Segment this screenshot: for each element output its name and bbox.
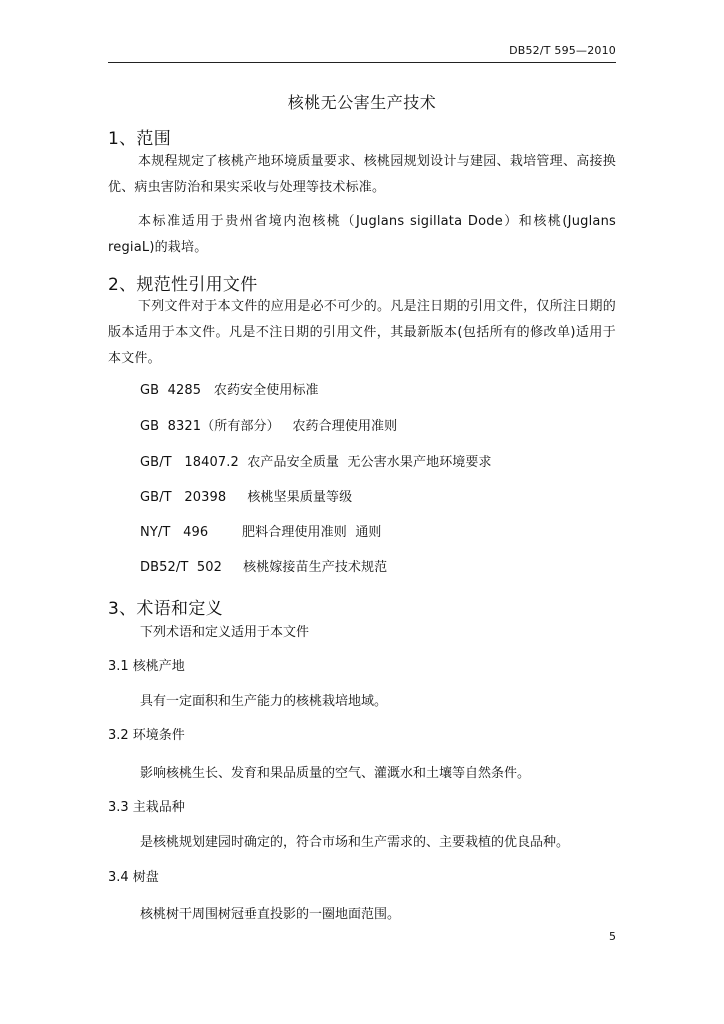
- page-number: 5: [609, 930, 616, 943]
- reference-item: DB52/T 502 核桃嫁接苗生产技术规范: [140, 560, 388, 575]
- section-3-intro: 下列术语和定义适用于本文件: [140, 625, 310, 640]
- section-2-heading: 2、规范性引用文件: [108, 275, 258, 295]
- term-definition: 核桃树干周围树冠垂直投影的一圈地面范围。: [140, 907, 401, 922]
- standard-code: DB52/T 595—2010: [509, 44, 616, 57]
- term-number-title: 3.2 环境条件: [108, 728, 185, 743]
- header-rule: [108, 62, 616, 63]
- reference-item: GB/T 20398 核桃坚果质量等级: [140, 490, 353, 505]
- section-1-paragraph-1: 本规程规定了核桃产地环境质量要求、核桃园规划设计与建园、栽培管理、高接换优、病虫害防治和果实采收与处理等技术标准。: [108, 154, 616, 195]
- term-definition: 影响核桃生长、发育和果品质量的空气、灌溉水和土壤等自然条件。: [140, 766, 531, 781]
- document-title: 核桃无公害生产技术: [287, 93, 437, 112]
- reference-item: GB 4285 农药安全使用标准: [140, 383, 319, 398]
- section-1-heading: 1、范围: [108, 129, 172, 149]
- section-2-paragraph: 下列文件对于本文件的应用是必不可少的。凡是注日期的引用文件，仅所注日期的版本适用于本文件。凡是不注日期的引用文件，其最新版本(包括所有的修改单)适用于本文件。: [108, 299, 616, 366]
- term-number-title: 3.3 主栽品种: [108, 800, 185, 815]
- reference-item: NY/T 496 肥料合理使用准则 通则: [140, 525, 382, 540]
- section-3-heading: 3、术语和定义: [108, 599, 223, 619]
- reference-item: GB 8321（所有部分） 农药合理使用准则: [140, 419, 398, 434]
- reference-item: GB/T 18407.2 农产品安全质量 无公害水果产地环境要求: [140, 455, 492, 470]
- section-1-paragraph-2: 本标准适用于贵州省境内泡核桃（Juglans sigillata Dode）和核桃(Juglans regiaL)的栽培。: [108, 214, 616, 255]
- term-number-title: 3.4 树盘: [108, 870, 159, 885]
- term-definition: 具有一定面积和生产能力的核桃栽培地域。: [140, 694, 388, 709]
- term-definition: 是核桃规划建园时确定的，符合市场和生产需求的、主要栽植的优良品种。: [140, 835, 570, 850]
- term-number-title: 3.1 核桃产地: [108, 659, 185, 674]
